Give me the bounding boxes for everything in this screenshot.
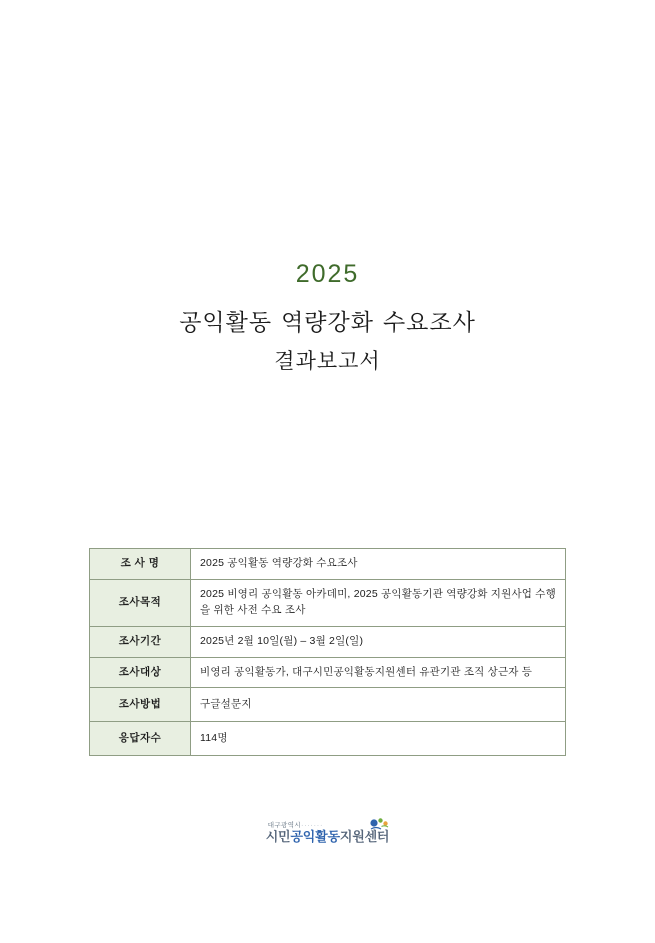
row-value-survey-name: 2025 공익활동 역량강화 수요조사	[191, 549, 566, 580]
table-row	[90, 626, 566, 657]
row-label-survey-name: 조 사 명	[90, 549, 191, 580]
row-label-survey-method: 조사방법	[90, 688, 191, 722]
row-value-survey-method: 구글설문지	[191, 688, 566, 722]
logo-top-text: 대구광역시	[267, 822, 302, 829]
title-year: 2025	[295, 260, 360, 288]
title-main-part2: 역량강화	[281, 308, 374, 335]
table-row	[90, 579, 566, 626]
title-main-part3: 수요조사	[382, 308, 476, 335]
survey-info-table	[89, 548, 566, 756]
row-label-survey-target: 조사대상	[90, 657, 191, 688]
row-label-survey-purpose: 조사목적	[90, 579, 191, 626]
row-value-survey-period: 2025년 2월 10일(월) – 3월 2일(일)	[191, 626, 566, 657]
logo-dots: ·······	[301, 822, 324, 829]
table-row	[90, 549, 566, 580]
table-row	[90, 722, 566, 756]
footer-logo	[0, 822, 655, 846]
page-title	[0, 305, 655, 341]
survey-info-table-container	[89, 548, 566, 756]
table-row	[90, 688, 566, 722]
row-value-survey-purpose: 2025 비영리 공익활동 아카데미, 2025 공익활동기관 역량강화 지원사업 수행을 위한 사전 수요 조사	[191, 579, 566, 626]
table-row	[90, 657, 566, 688]
title-subtitle: 결과보고서	[274, 350, 381, 374]
row-label-respondent-count: 응답자수	[90, 722, 191, 756]
logo-emblem-icon	[367, 817, 393, 833]
logo-text-citizen: 시민	[265, 829, 291, 845]
logo-text-support-center: 지원센터	[339, 829, 390, 845]
title-main-part1: 공익활동	[179, 308, 273, 335]
row-value-respondent-count: 114명	[191, 722, 566, 756]
logo-text-public-activity: 공익활동	[290, 829, 340, 845]
document-title-block	[0, 258, 655, 379]
logo-inner	[266, 822, 390, 845]
row-value-survey-target: 비영리 공익활동가, 대구시민공익활동지원센터 유관기관 조직 상근자 등	[191, 657, 566, 688]
row-label-survey-period: 조사기간	[90, 626, 191, 657]
